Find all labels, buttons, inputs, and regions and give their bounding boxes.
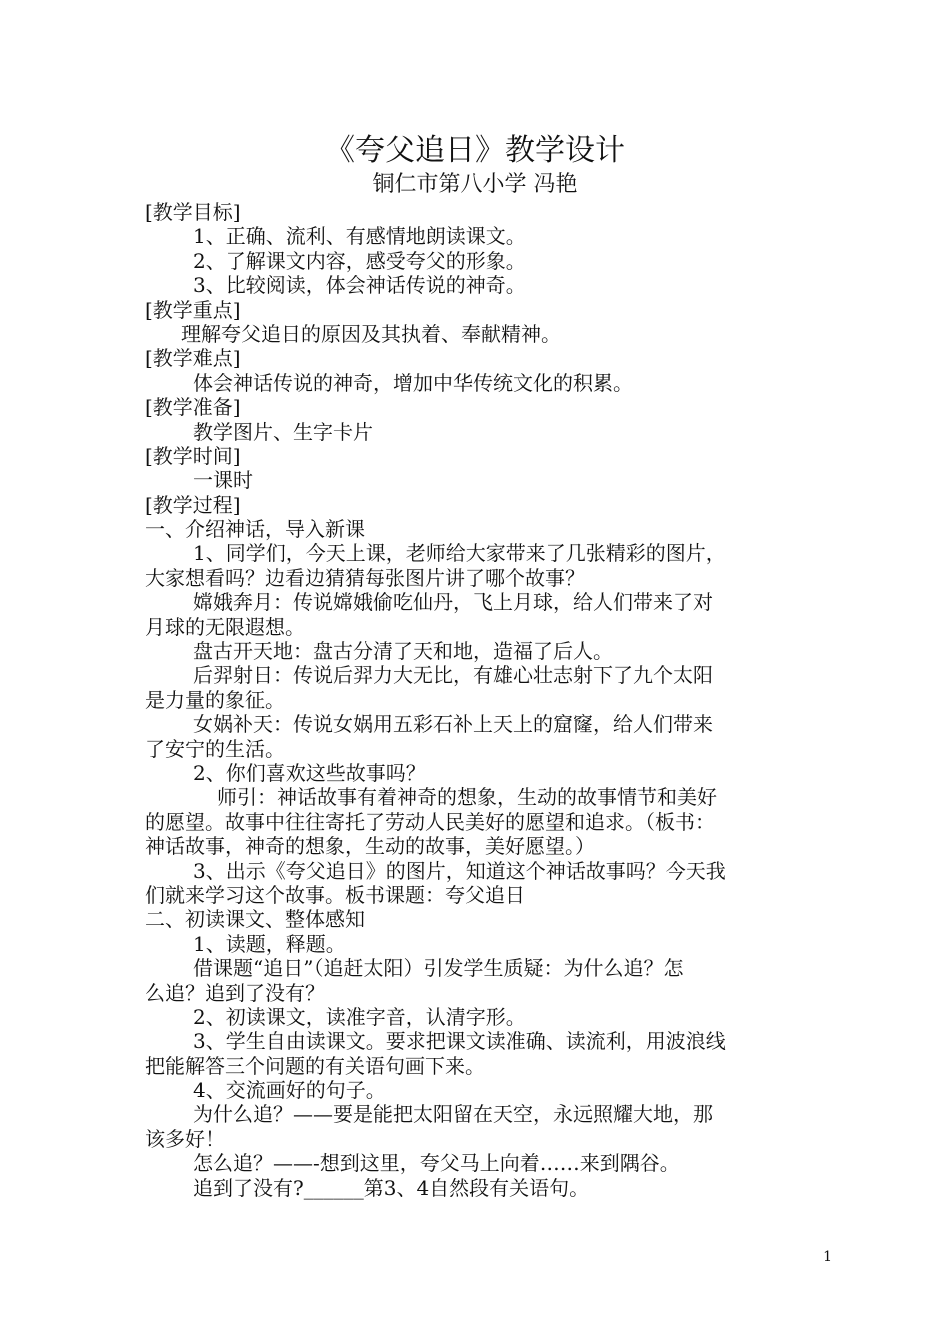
text-line: 师引：神话故事有着神奇的想象，生动的故事情节和美好 [217,785,717,810]
text-line: [教学准备] [145,395,241,420]
text-line: 为什么追？——要是能把太阳留在天空，永远照耀大地，那 [193,1102,713,1127]
text-line: 4、交流画好的句子。 [193,1078,386,1103]
text-line: [教学目标] [145,200,241,224]
text-line: 了安宁的生活。 [145,736,285,761]
text-line: 理解夸父追日的原因及其执着、奉献精神。 [181,321,561,346]
text-line: 该多好！ [145,1126,225,1151]
text-line: 1、读题，释题。 [193,931,346,956]
text-line: 把能解答三个问题的有关语句画下来。 [145,1053,485,1078]
text-line: 1、正确、流利、有感情地朗读课文。 [193,224,526,249]
text-line: 神话故事，神奇的想象，生动的故事，美好愿望。） [145,834,595,859]
text-line: 教学图片、生字卡片 [193,419,373,444]
text-line: 1、同学们，今天上课，老师给大家带来了几张精彩的图片， [193,541,726,566]
text-line: 女娲补天：传说女娲用五彩石补上天上的窟窿，给人们带来 [193,712,713,737]
document-body [145,200,807,1200]
text-line: 借课题“追日”（追赶太阳）引发学生质疑：为什么追？怎 [193,956,684,981]
text-line: 月球的无限遐想。 [145,614,305,639]
text-line: 2、初读课文，读准字音，认清字形。 [193,1004,526,1029]
text-line: 后羿射日：传说后羿力大无比，有雄心壮志射下了九个太阳 [193,663,713,688]
text-line: 2、了解课文内容，感受夸父的形象。 [193,248,526,273]
text-line: 体会神话传说的神奇，增加中华传统文化的积累。 [193,370,633,395]
text-line: [教学难点] [145,346,241,371]
text-line: 3、比较阅读，体会神话传说的神奇。 [193,273,526,298]
text-line: 3、出示《夸父追日》的图片，知道这个神话故事吗？今天我 [193,858,726,883]
text-line: 一课时 [193,468,253,493]
text-line: 盘古开天地：盘古分清了天和地，造福了后人。 [193,639,613,664]
text-line: 二、初读课文、整体感知 [145,907,365,932]
text-line: 2、你们喜欢这些故事吗？ [193,760,426,785]
text-line: 的愿望。故事中往往寄托了劳动人民美好的愿望和追求。（板书： [145,809,715,834]
text-line: [教学重点] [145,297,241,322]
text-line: 追到了没有?______第3、4自然段有关语句。 [193,1175,590,1200]
text-line: 是力量的象征。 [145,687,285,712]
page-number: 1 [823,1249,832,1265]
document-author: 铜仁市第八小学 冯艳 [372,172,578,197]
text-line: 一、介绍神话，导入新课 [145,517,365,542]
text-line: 3、学生自由读课文。要求把课文读准确、读流利，用波浪线 [193,1029,726,1054]
text-line: 怎么追？——-想到这里，夸父马上向着……来到隅谷。 [193,1151,680,1176]
text-line: 嫦娥奔月：传说嫦娥偷吃仙丹，飞上月球，给人们带来了对 [193,590,713,615]
text-line: 们就来学习这个故事。板书课题：夸父追日 [145,882,525,907]
text-line: 么追？追到了没有？ [145,980,325,1005]
text-line: 大家想看吗？边看边猜猜每张图片讲了哪个故事？ [145,565,585,590]
text-line: [教学时间] [145,443,241,468]
document-title: 《夸父追日》教学设计 [325,133,625,168]
text-line: [教学过程] [145,492,241,517]
